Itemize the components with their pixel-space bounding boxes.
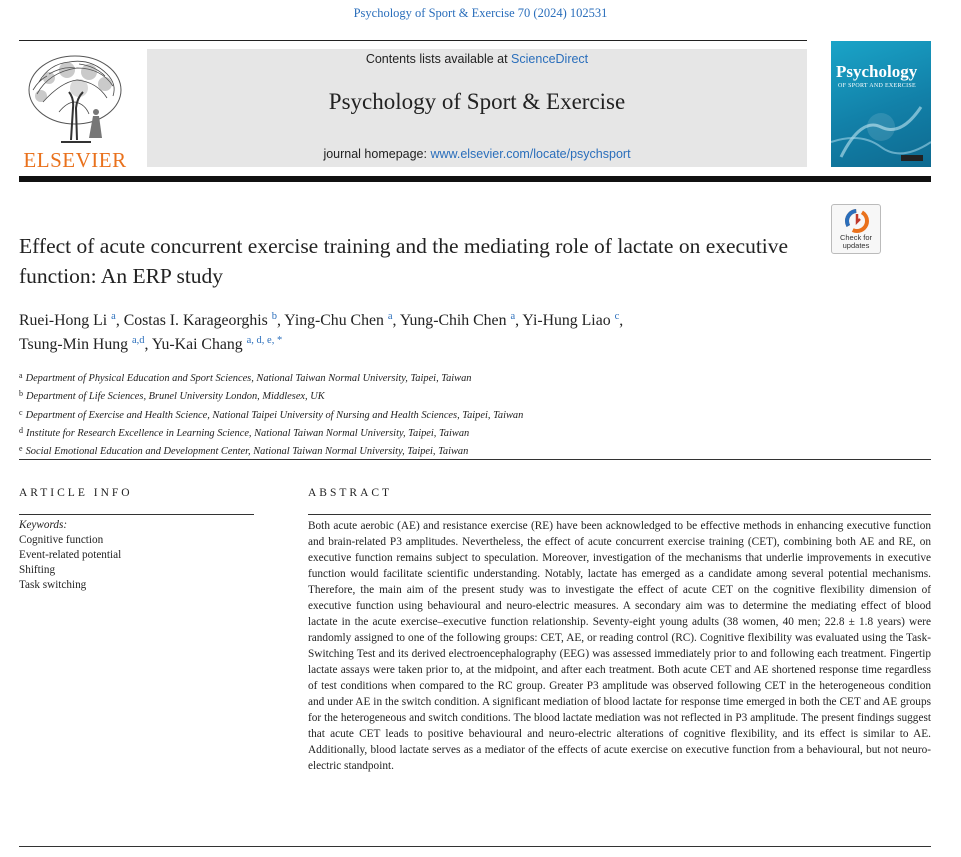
keyword-item: Event-related potential <box>19 549 122 561</box>
cover-art-icon <box>831 97 931 167</box>
keywords-block <box>19 518 254 593</box>
affiliation-item <box>19 386 919 404</box>
keyword-list <box>19 533 254 593</box>
author-list: Ruei-Hong Li $^a$, Costas I. Karageorghis $^b$, Ying-Chu Chen $^a$, Yung-Chih Chen $^a$, Yi-Hung Liao $^c$, Tsung-Min Hung $^{a,d}$, Yu-Kai Chang $^{a, d, e, *}$ <box>19 311 624 353</box>
author-affiliation-mark[interactable]: c <box>614 311 620 322</box>
article-info-rule <box>19 514 254 515</box>
homepage-line <box>147 147 807 161</box>
elsevier-logo[interactable] <box>19 52 131 170</box>
contents-line <box>147 52 807 66</box>
author-affiliation-mark[interactable]: a <box>387 311 393 322</box>
author-name[interactable]: Yung-Chih Chen <box>399 312 507 329</box>
author-name[interactable]: Costas I. Karageorghis <box>123 312 268 329</box>
affiliation-text: Institute for Research Excellence in Learning Science, National Taiwan Normal University, Taipei, Taiwan <box>26 427 470 439</box>
affiliation-text: Department of Exercise and Health Science, National Taipei University of Nursing and Health Sciences, Taipei, Taiwan <box>25 409 524 421</box>
abstract-text: Both acute aerobic (AE) and resistance exercise (RE) have been acknowledged to be effective methods in enhancing executive function and brain-related P3 amplitudes. Nevertheless, the effect of acute concurrent exercise training (CET), combining both AE and RE, on executive function remains subject to speculation. Moreover, investigation of the mechanisms that underlie improvements in executive function would facilitate scientific understanding. Notably, lactate has emerged as a candidate among several potential mechanisms. Therefore, the main aim of the present study was to investigate the effect of acute CET on the cognitive flexibility dimension of executive function using behavioural and neuro-electric measures. A secondary aim was to determine the mediating effect of blood lactate in the acute exercise–executive function relationship. Seventy-eight young adults (38 women, 40 men; 22.8 ± 1.8 years) were randomly assigned to one of the following groups: CET, AE, or reading control (RC). Cognitive flexibility was evaluated using the Task-Switching Test and its derived electroencephalography (EEG) was assessed immediately prior to and following each treatment. Fingertip lactate assays were taken prior to, at the midpoint, and after each treatment. Both acute CET and AE shortened response time regardless of test conditions when compared to the RC group. Greater P3 amplitude was observed following CET in the heterogeneous condition and under AE in the switch condition. A significant mediation of blood lactate for response time emerged in both the CET and AE groups for the heterogeneous and switch conditions. The blood lactate mediation was not reflected in P3 amplitude. The present findings suggest that acute CET leads to positive behavioural and neuro-electric alterations of cognitive flexibility, and its effect is similar to AE. Additionally, blood lactate serves as a mediator of the effects of acute exercise on executive function from a behavioural, but not neuro-electric standpoint. <box>308 520 931 772</box>
article-title: Effect of acute concurrent exercise training and the mediating role of lactate on executive function: An ERP study <box>19 234 789 288</box>
affiliation-item <box>19 423 919 441</box>
author-affiliation-mark[interactable]: a <box>510 311 516 322</box>
affiliation-mark: c <box>19 407 23 417</box>
affiliation-item <box>19 405 919 423</box>
bottom-divider <box>19 846 931 847</box>
affiliation-text: Department of Life Sciences, Brunel University London, Middlesex, UK <box>26 391 325 403</box>
cover-subtitle: OF SPORT AND EXERCISE <box>838 83 917 89</box>
homepage-link[interactable]: www.elsevier.com/locate/psychsport <box>430 147 631 161</box>
check-updates-label: Check for updates <box>839 233 873 250</box>
affiliation-text: Social Emotional Education and Development Center, National Taiwan Normal University, Taipei, Taiwan <box>25 446 469 458</box>
check-for-updates-badge[interactable] <box>831 204 881 254</box>
keywords-label: Keywords: <box>19 519 68 531</box>
author-affiliation-mark[interactable]: a <box>111 311 116 322</box>
affiliation-mark: e <box>19 444 23 454</box>
affiliation-text: Department of Physical Education and Sport Sciences, National Taiwan Normal University, Taipei, Taiwan <box>25 373 472 384</box>
contents-prefix: Contents lists available at <box>365 52 512 66</box>
author-affiliation-mark[interactable]: a, d, e, * <box>246 335 283 346</box>
homepage-prefix: journal homepage: <box>323 147 431 161</box>
keyword-item: Cognitive function <box>19 534 104 546</box>
keyword-item: Shifting <box>19 564 56 576</box>
check-updates-icon <box>845 209 869 233</box>
affiliation-item <box>19 441 919 459</box>
publisher-name: ELSEVIER <box>23 148 127 172</box>
affiliation-item <box>19 368 919 386</box>
journal-banner <box>147 49 807 167</box>
affiliation-mark: a <box>19 371 23 380</box>
affiliation-list <box>19 368 919 459</box>
journal-citation[interactable]: Psychology of Sport & Exercise 70 (2024) 102531 <box>353 6 608 20</box>
sciencedirect-link[interactable]: ScienceDirect <box>511 52 589 66</box>
header-thick-rule <box>19 176 931 182</box>
section-divider <box>19 459 931 460</box>
abstract-rule <box>308 514 931 515</box>
cover-title: Psychology <box>836 62 918 81</box>
journal-cover[interactable] <box>831 41 931 167</box>
affiliation-mark: b <box>19 389 23 399</box>
journal-title: Psychology of Sport & Exercise <box>328 89 626 114</box>
author-name[interactable]: Yi-Hung Liao <box>522 312 611 329</box>
tree-icon <box>19 52 131 147</box>
author-name[interactable]: Ying-Chu Chen <box>284 312 384 329</box>
article-info-heading: ARTICLE INFO <box>19 487 133 499</box>
author-affiliation-mark[interactable]: b <box>271 311 277 322</box>
affiliation-mark: d <box>19 425 23 435</box>
author-affiliation-mark[interactable]: a,d <box>132 335 145 346</box>
author-name[interactable]: Yu-Kai Chang <box>151 336 243 353</box>
keyword-item: Task switching <box>19 579 87 591</box>
abstract-heading: ABSTRACT <box>308 487 393 499</box>
top-divider <box>19 40 807 41</box>
author-name[interactable]: Tsung-Min Hung <box>19 336 129 353</box>
author-name[interactable]: Ruei-Hong Li <box>19 312 108 329</box>
